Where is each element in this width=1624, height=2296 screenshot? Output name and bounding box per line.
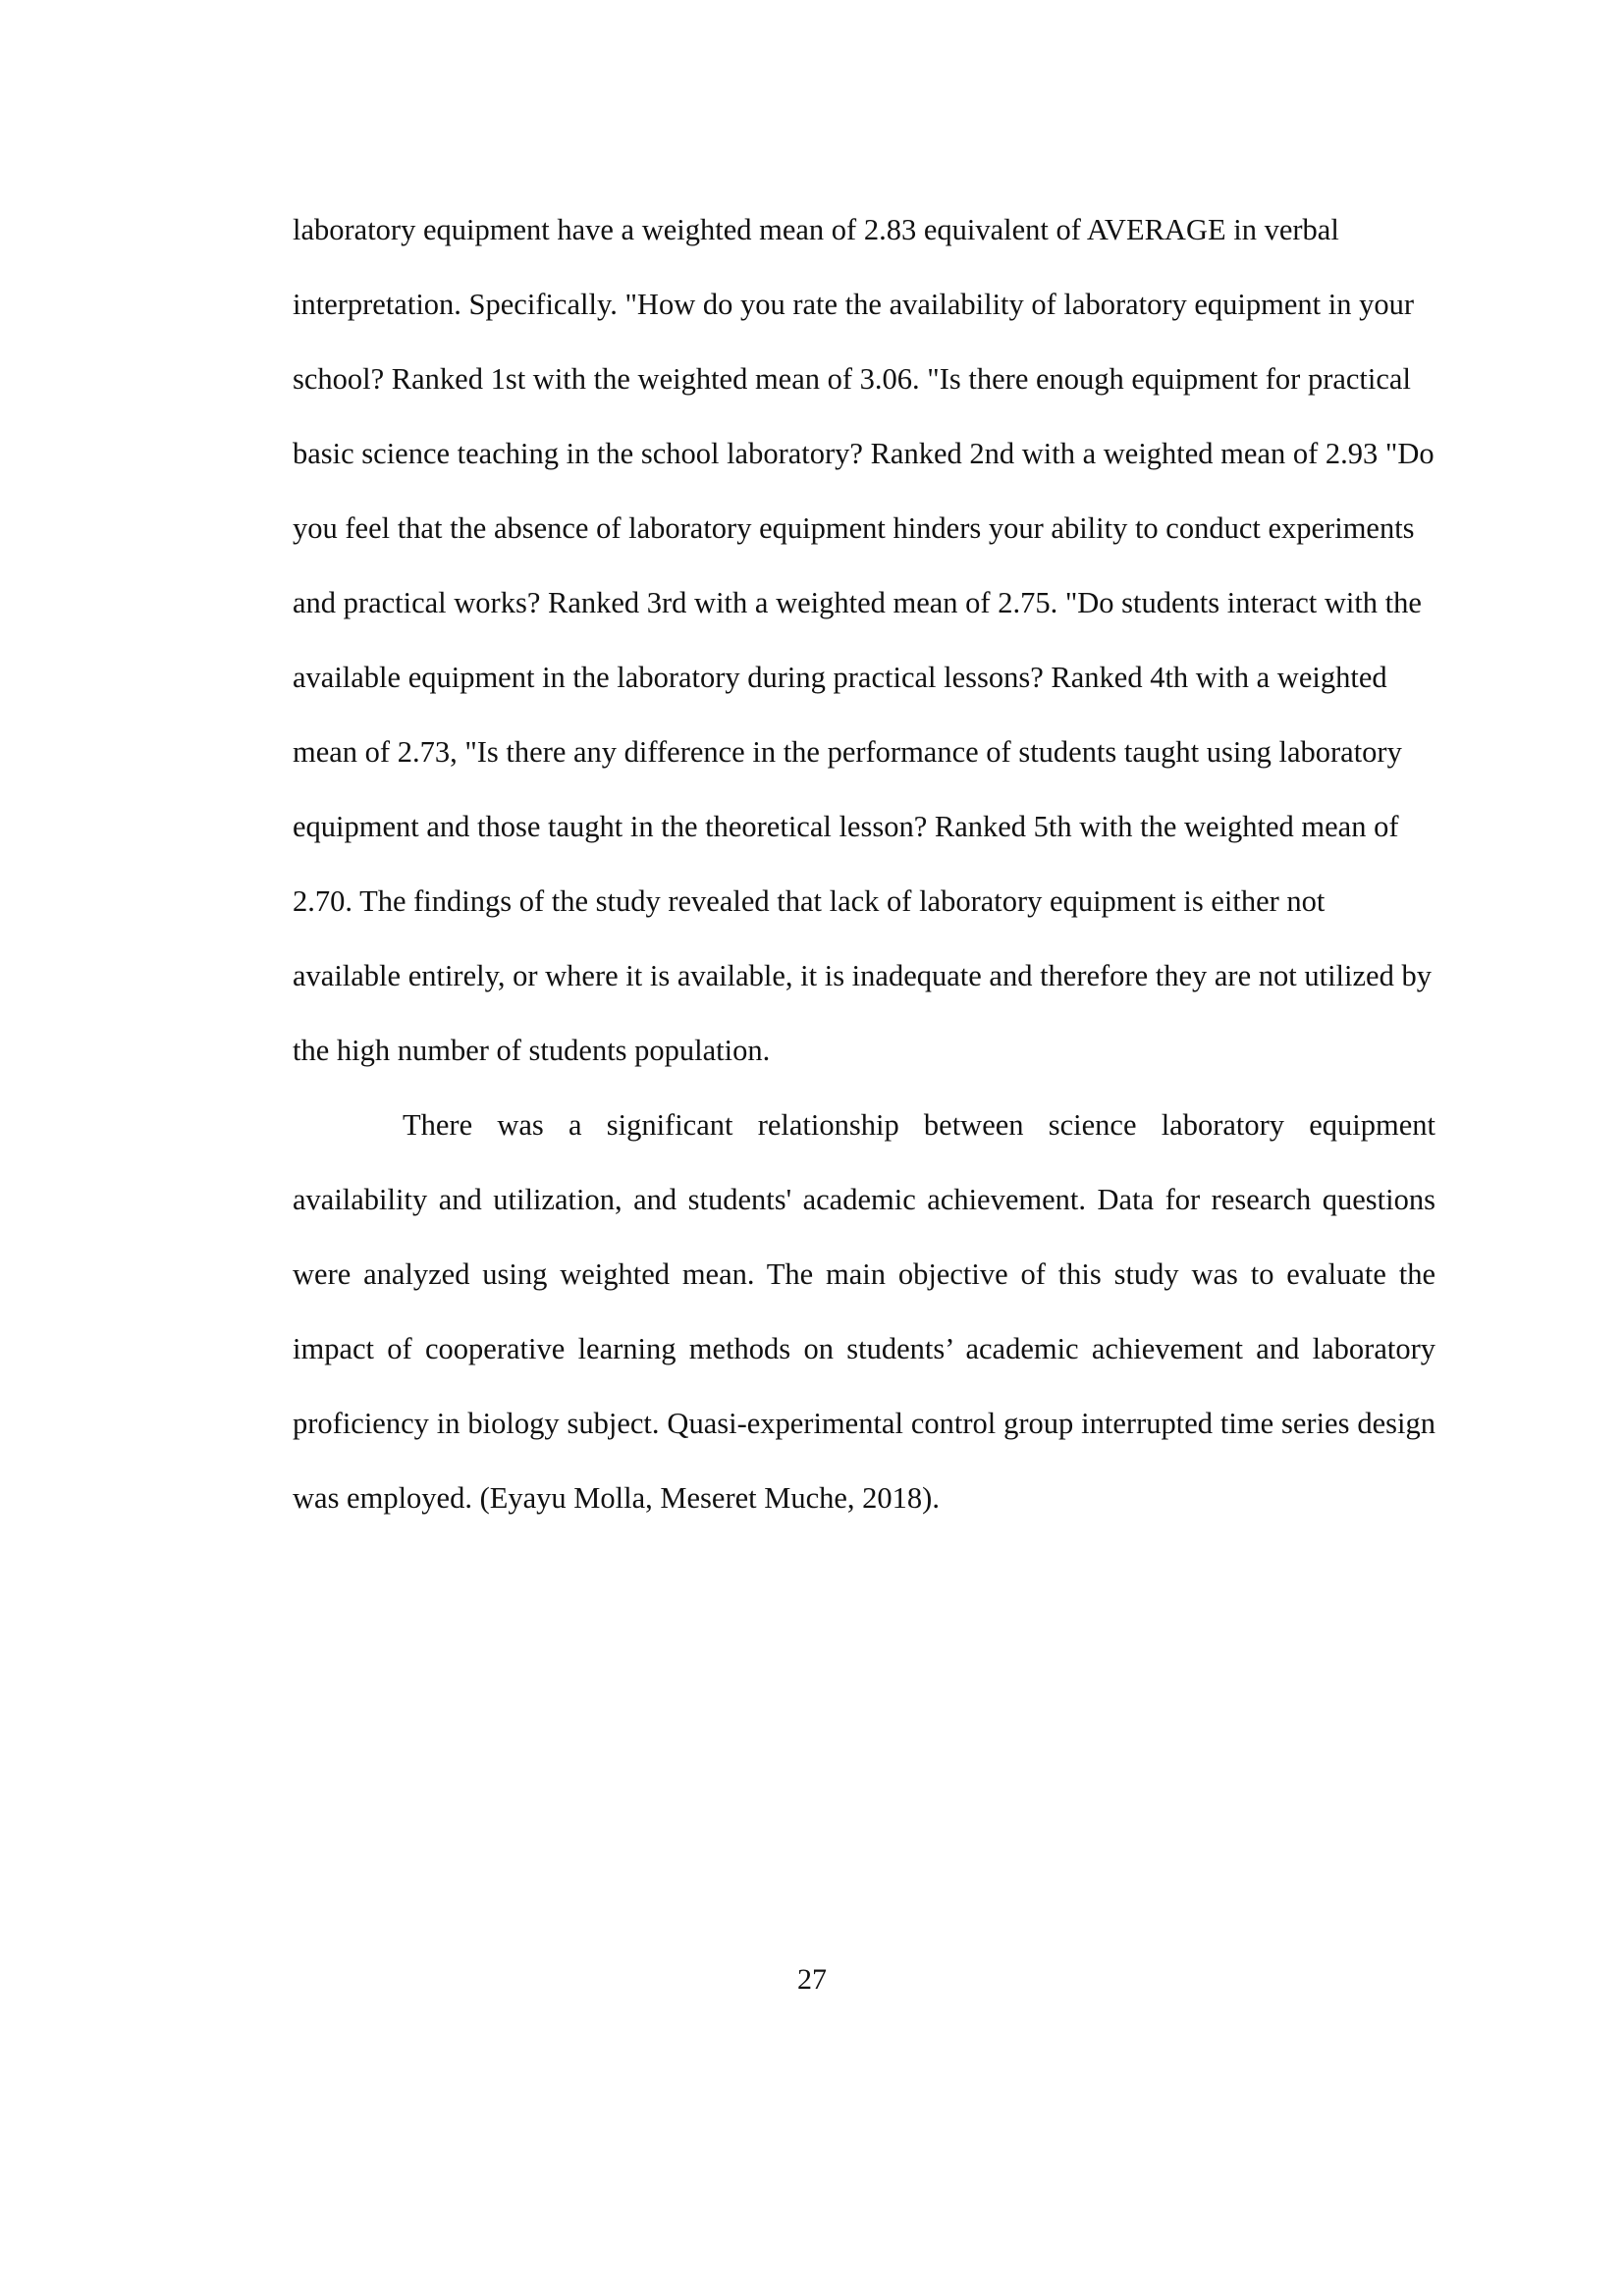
- paragraph-continuation: laboratory equipment have a weighted mean of 2.83 equivalent of AVERAGE in verbal interpretation. Specifically. "How do you rate the availability of laboratory equipment in your school? Ranked 1st with the weighted mean of 3.06. "Is there enough equipment for practical basic science teaching in the school laboratory? Ranked 2nd with a weighted mean of 2.93 "Do you feel that the absence of laboratory equipment hinders your ability to conduct experiments and practical works? Ranked 3rd with a weighted mean of 2.75. "Do students interact with the available equipment in the laboratory during practical lessons? Ranked 4th with a weighted mean of 2.73, "Is there any difference in the performance of students taught using laboratory equipment and those taught in the theoretical lesson? Ranked 5th with the weighted mean of 2.70. The findings of the study revealed that lack of laboratory equipment is either not available entirely, or where it is available, it is inadequate and therefore they are not utilized by the high number of students population.: [293, 213, 1435, 1067]
- paragraph-second: [293, 1088, 1435, 1535]
- paragraph-second-text: There was a significant relationship between science laboratory equipment availability and utilization, and students' academic achievement. Data for research questions were analyzed using weighted mean. The main objective of this study was to evaluate the impact of cooperative learning methods on students’ academic achievement and laboratory proficiency in biology subject. Quasi-experimental control group interrupted time series design was employed. (Eyayu Molla, Meseret Muche, 2018).: [293, 1108, 1435, 1515]
- page-number: 27: [797, 1963, 827, 1996]
- page-text-body: [293, 192, 1435, 1535]
